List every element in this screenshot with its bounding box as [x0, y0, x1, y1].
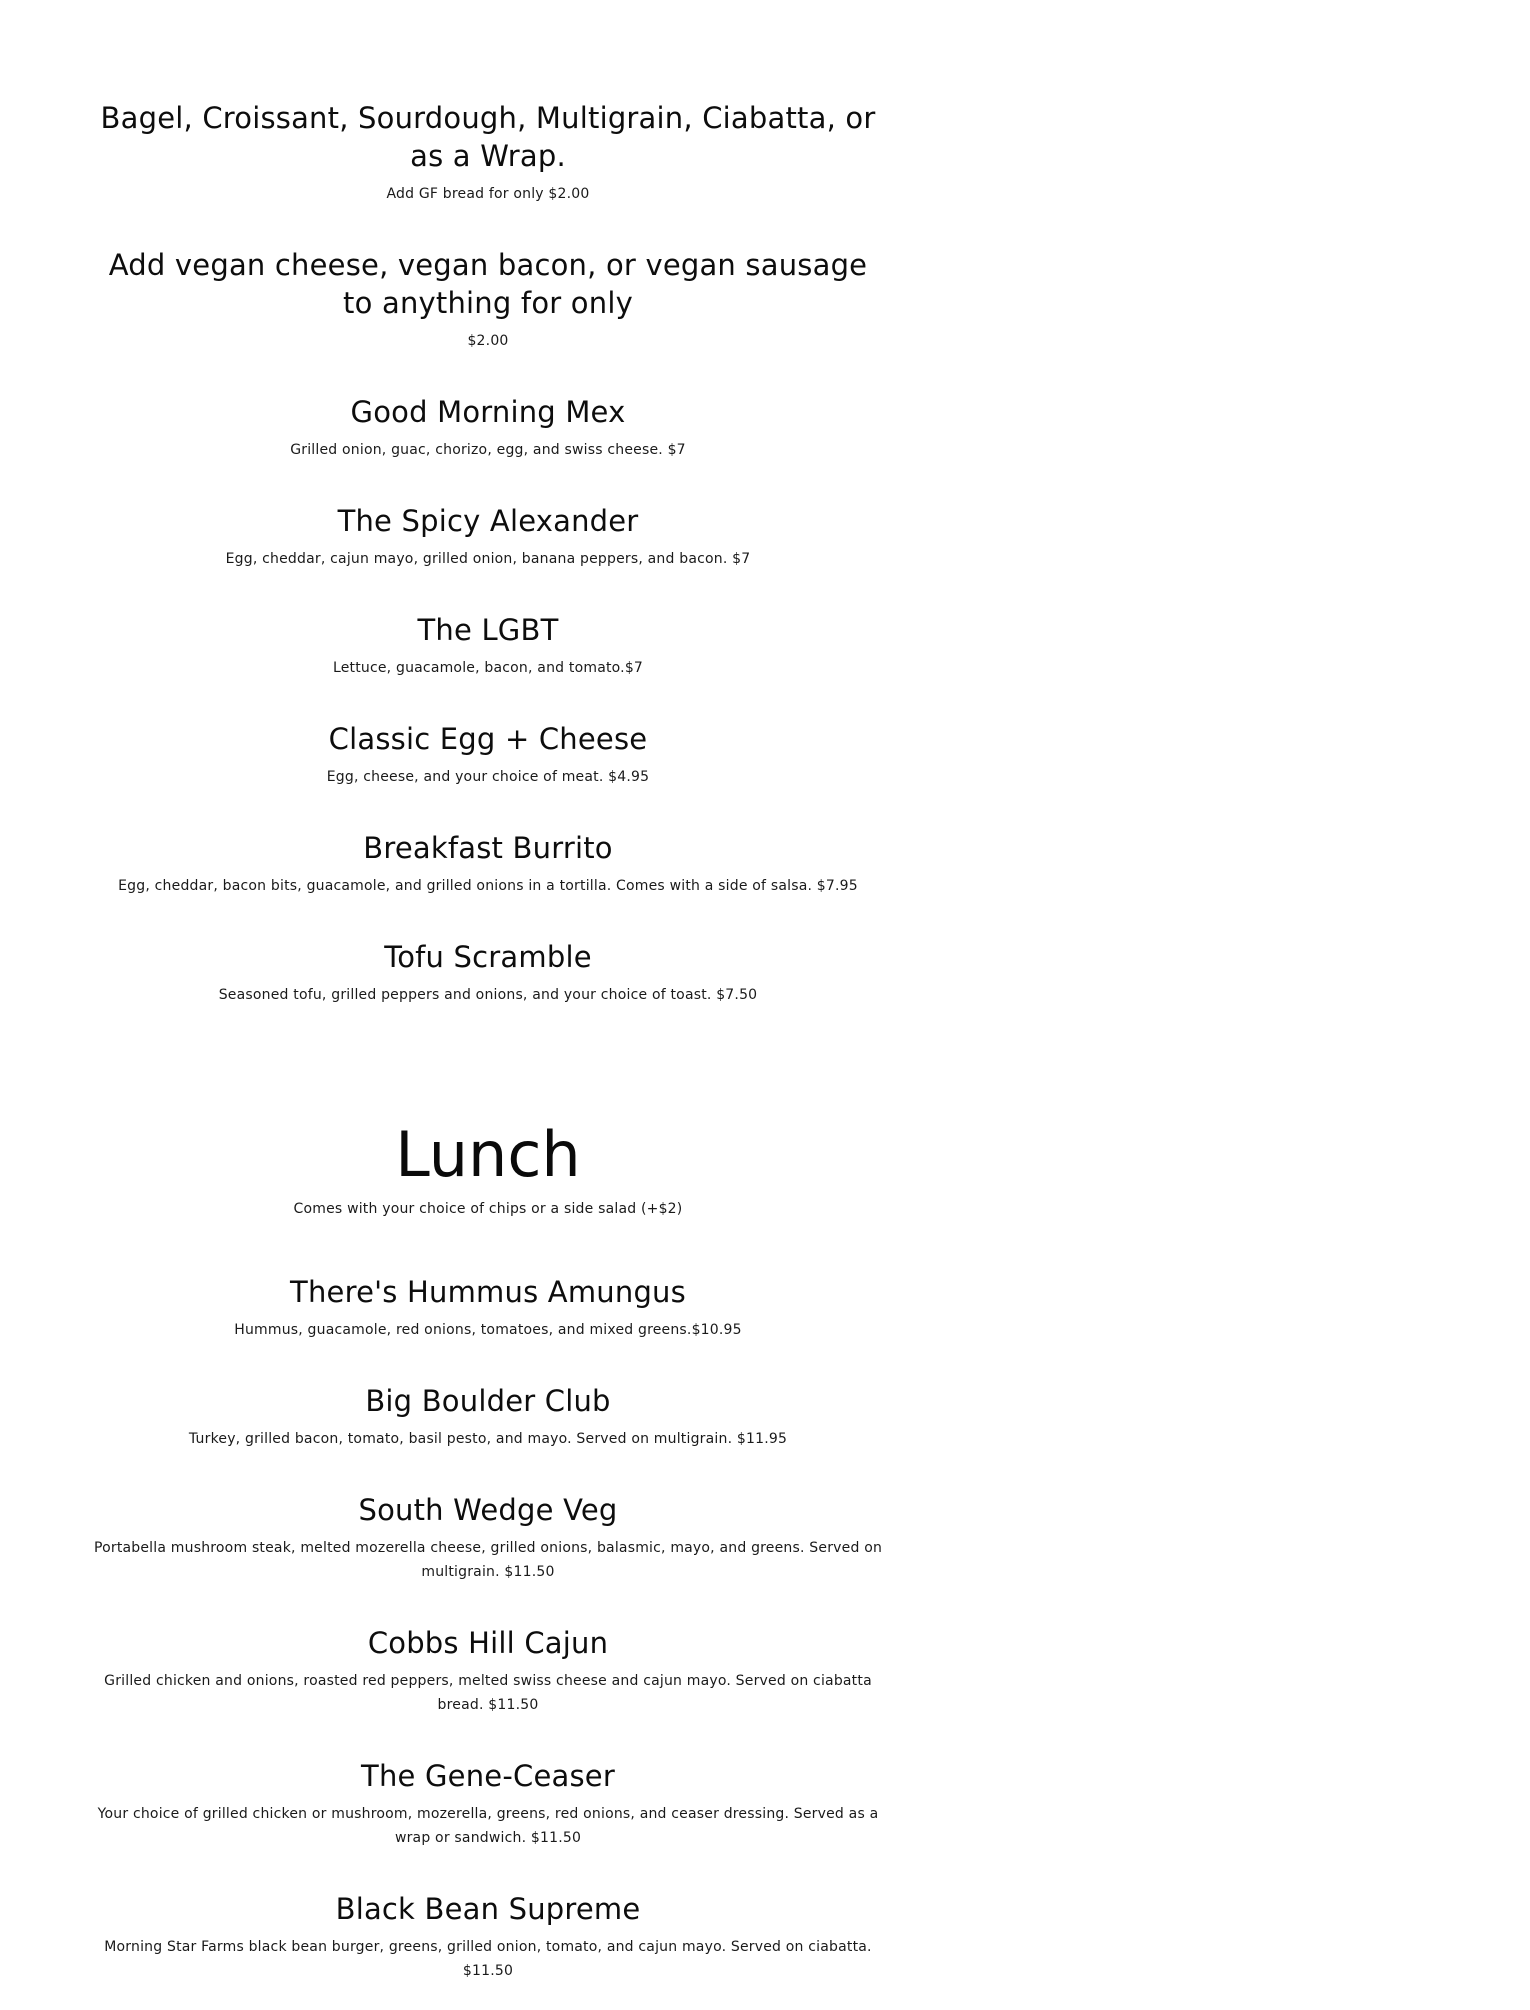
menu-item-south-wedge-veg	[90, 1491, 886, 1584]
menu-item-title: South Wedge Veg	[358, 1493, 618, 1527]
menu-item-classic-egg-cheese	[90, 720, 886, 789]
menu-item-title: Big Boulder Club	[365, 1384, 611, 1418]
menu-item-title: Add vegan cheese, vegan bacon, or vegan sausage to anything for only	[108, 248, 868, 320]
menu-item-title: Good Morning Mex	[350, 395, 626, 429]
menu-item-lgbt	[90, 611, 886, 680]
menu-item-description: Egg, cheddar, bacon bits, guacamole, and grilled onions in a tortilla. Comes with a side of salsa. $7.95	[118, 878, 858, 894]
menu-item-description: Turkey, grilled bacon, tomato, basil pesto, and mayo. Served on multigrain. $11.95	[188, 1431, 788, 1447]
menu-item-title: The LGBT	[417, 613, 559, 647]
menu-item-title: The Gene-Ceaser	[361, 1759, 615, 1793]
menu-item-bread-options	[90, 99, 886, 206]
menu-item-description: Hummus, guacamole, red onions, tomatoes, and mixed greens.$10.95	[234, 1322, 742, 1338]
menu-item-breakfast-burrito	[90, 829, 886, 898]
menu-item-title: Tofu Scramble	[384, 940, 592, 974]
menu-item-hummus-amungus	[90, 1273, 886, 1342]
menu-item-title: Breakfast Burrito	[363, 831, 613, 865]
menu-item-description: Grilled chicken and onions, roasted red peppers, melted swiss cheese and cajun mayo. Served on ciabatta bread. $11.50	[104, 1673, 872, 1713]
menu-item-description: Egg, cheese, and your choice of meat. $4.95	[326, 769, 650, 785]
lunch-section-header	[90, 1118, 886, 1221]
menu-item-vegan-addons	[90, 246, 886, 353]
menu-item-spicy-alexander	[90, 502, 886, 571]
menu-item-title: Classic Egg + Cheese	[328, 722, 648, 756]
menu-item-black-bean-supreme	[90, 1890, 886, 1983]
menu-item-gene-ceaser	[90, 1757, 886, 1850]
menu-item-title: There's Hummus Amungus	[290, 1275, 686, 1309]
menu-item-tofu-scramble	[90, 938, 886, 1007]
menu-item-description: Morning Star Farms black bean burger, greens, grilled onion, tomato, and cajun mayo. Served on ciabatta. $11.50	[104, 1939, 872, 1979]
menu-item-cobbs-hill-cajun	[90, 1624, 886, 1717]
menu-item-good-morning-mex	[90, 393, 886, 462]
menu-item-big-boulder-club	[90, 1382, 886, 1451]
menu-item-title: The Spicy Alexander	[337, 504, 639, 538]
menu-item-description: Seasoned tofu, grilled peppers and onions, and your choice of toast. $7.50	[218, 987, 758, 1003]
section-title: Lunch	[395, 1118, 581, 1191]
menu-item-description: Add GF bread for only $2.00	[386, 186, 590, 202]
menu-item-title: Cobbs Hill Cajun	[367, 1626, 609, 1660]
menu-item-title: Bagel, Croissant, Sourdough, Multigrain, Ciabatta, or as a Wrap.	[100, 101, 876, 173]
menu-item-title: Black Bean Supreme	[335, 1892, 641, 1926]
section-subtitle: Comes with your choice of chips or a side salad (+$2)	[293, 1201, 683, 1217]
menu-column	[90, 99, 886, 1983]
menu-item-description: Your choice of grilled chicken or mushroom, mozerella, greens, red onions, and ceaser dressing. Served as a wrap or sandwich. $11.50	[97, 1806, 879, 1846]
menu-item-description: Grilled onion, guac, chorizo, egg, and swiss cheese. $7	[290, 442, 686, 458]
menu-item-description: Portabella mushroom steak, melted mozerella cheese, grilled onions, balasmic, mayo, and greens. Served on multigrain. $11.50	[93, 1540, 883, 1580]
menu-item-description: Egg, cheddar, cajun mayo, grilled onion, banana peppers, and bacon. $7	[225, 551, 751, 567]
menu-item-description: $2.00	[467, 333, 509, 349]
menu-item-description: Lettuce, guacamole, bacon, and tomato.$7	[332, 660, 644, 676]
